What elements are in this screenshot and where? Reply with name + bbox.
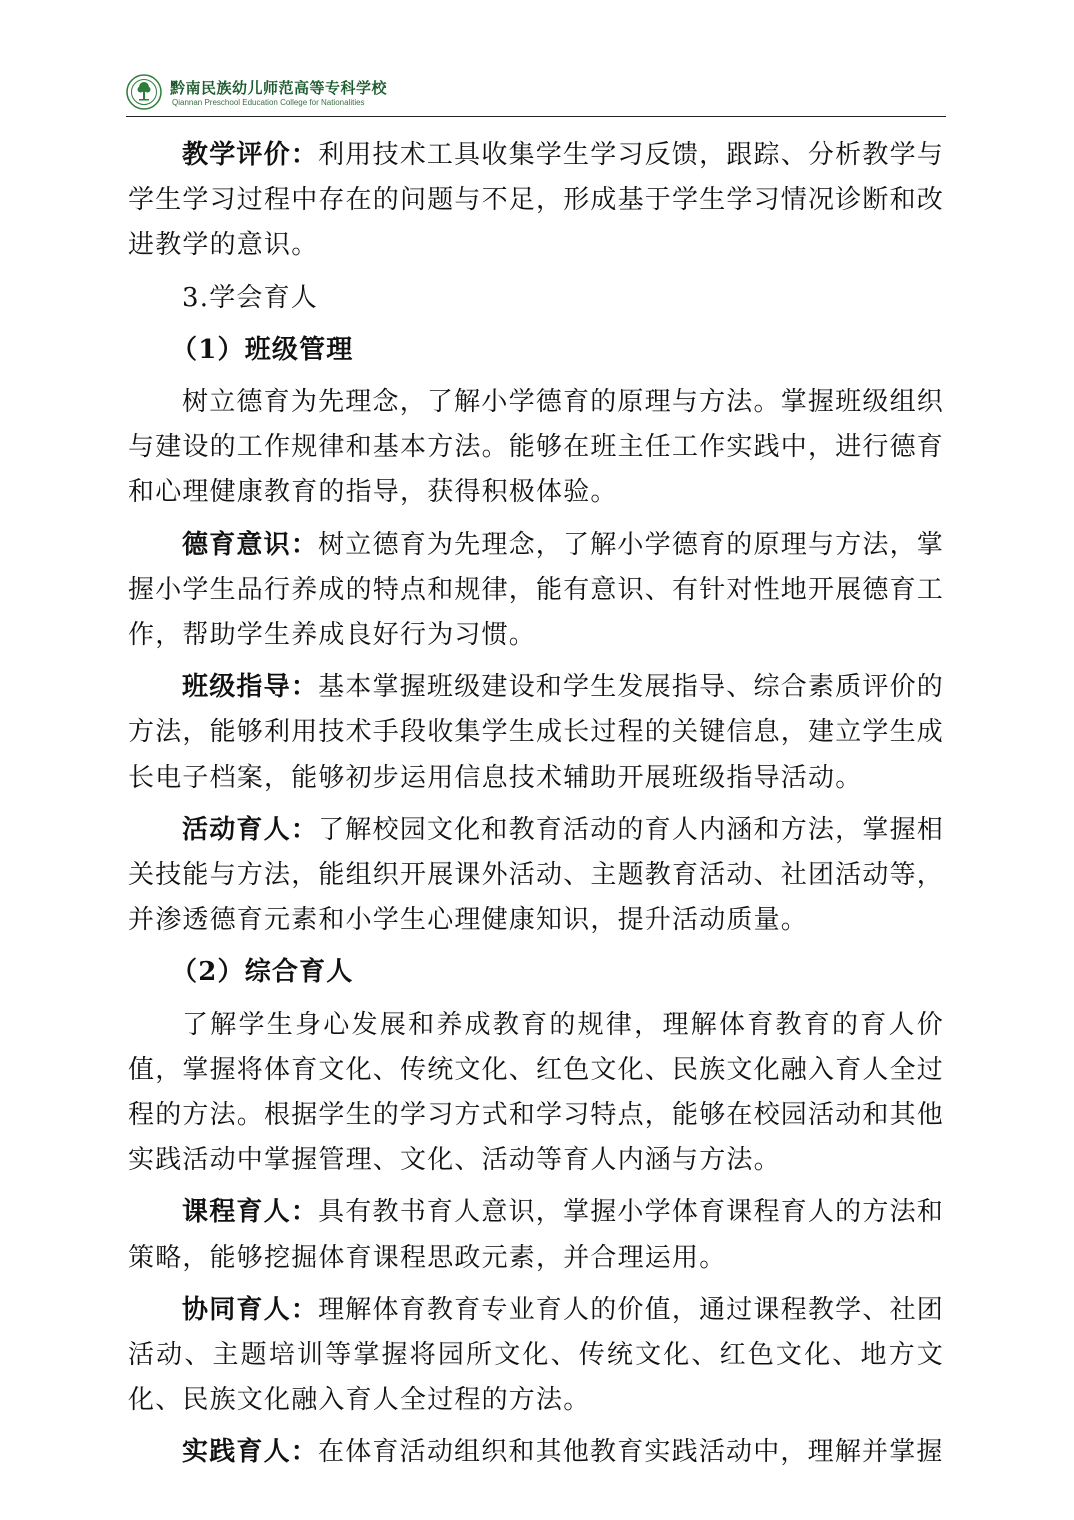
page-header (126, 74, 946, 114)
paragraph-class-guidance (128, 665, 944, 801)
paragraph-label: 协同育人： (182, 1294, 319, 1325)
school-name-en: Qiannan Preschool Education College for Nationalities (172, 98, 365, 107)
paragraph-label: 实践育人： (182, 1437, 319, 1468)
paragraph-activity-education (128, 808, 944, 944)
subsection-heading-comprehensive-education: （2）综合育人 (171, 957, 354, 988)
paragraph-text: 理解体育教育专业育人的价值，通过课程教学、社团活动、主题培训等掌握将园所文化、传统文化、红色文化、地方文化、民族文化融入育人全过程的方法。 (128, 1294, 944, 1416)
paragraph-label: 班级指导： (182, 672, 319, 703)
paragraph-text: 树立德育为先理念，了解小学德育的原理与方法。掌握班级组织与建设的工作规律和基本方法。能够在班主任工作实践中，进行德育和心理健康教育的指导，获得积极体验。 (128, 387, 945, 508)
document-body (128, 133, 944, 1476)
paragraph-text: 树立德育为先理念，了解小学德育的原理与方法，掌握小学生品行养成的特点和规律，能有意识、有针对性地开展德育工作，帮助学生养成良好行为习惯。 (128, 529, 945, 651)
paragraph-label: 教学评价： (182, 140, 319, 170)
paragraph-course-education (128, 1190, 944, 1280)
paragraph-text: 在体育活动组织和其他教育实践活动中，理解并掌握 (318, 1437, 944, 1468)
school-emblem-icon (126, 74, 162, 110)
paragraph-text: 了解学生身心发展和养成教育的规律，理解体育教育的育人价值，掌握将体育文化、传统文化、红色文化、民族文化融入育人全过程的方法。根据学生的学习方式和学习特点，能够在校园活动和其他实践活动中掌握管理、文化、活动等育人内涵与方法。 (128, 1009, 945, 1176)
paragraph-practice-education (128, 1430, 944, 1475)
paragraph-comprehensive-intro (128, 1003, 944, 1184)
paragraph-text: 具有教书育人意识，掌握小学体育课程育人的方法和策略，能够挖掘体育课程思政元素，并合理运用。 (128, 1197, 944, 1273)
subsection-heading-class-management: （1）班级管理 (171, 334, 354, 365)
paragraph-text: 了解校园文化和教育活动的育人内涵和方法，掌握相关技能与方法，能组织开展课外活动、主题教育活动、社团活动等，并渗透德育元素和小学生心理健康知识，提升活动质量。 (128, 814, 945, 936)
header-divider (126, 116, 946, 117)
paragraph-class-management-intro (128, 380, 944, 516)
paragraph-label: 德育意识： (182, 529, 319, 560)
paragraph-text: 基本掌握班级建设和学生发展指导、综合素质评价的方法，能够利用技术手段收集学生成长过程的关键信息，建立学生成长电子档案，能够初步运用信息技术辅助开展班级指导活动。 (128, 672, 945, 793)
paragraph-collaborative-education (128, 1288, 944, 1424)
school-name-cn: 黔南民族幼儿师范高等专科学校 (170, 79, 388, 97)
paragraph-label: 活动育人： (182, 814, 319, 845)
paragraph-text: 利用技术工具收集学生学习反馈，跟踪、分析教学与学生学习过程中存在的问题与不足，形成基于学生学习情况诊断和改进教学的意识。 (128, 140, 945, 261)
section-heading: 3.学会育人 (182, 282, 319, 313)
paragraph-moral-awareness (128, 523, 944, 659)
paragraph-label: 课程育人： (182, 1197, 319, 1228)
paragraph-teaching-evaluation (128, 133, 944, 269)
